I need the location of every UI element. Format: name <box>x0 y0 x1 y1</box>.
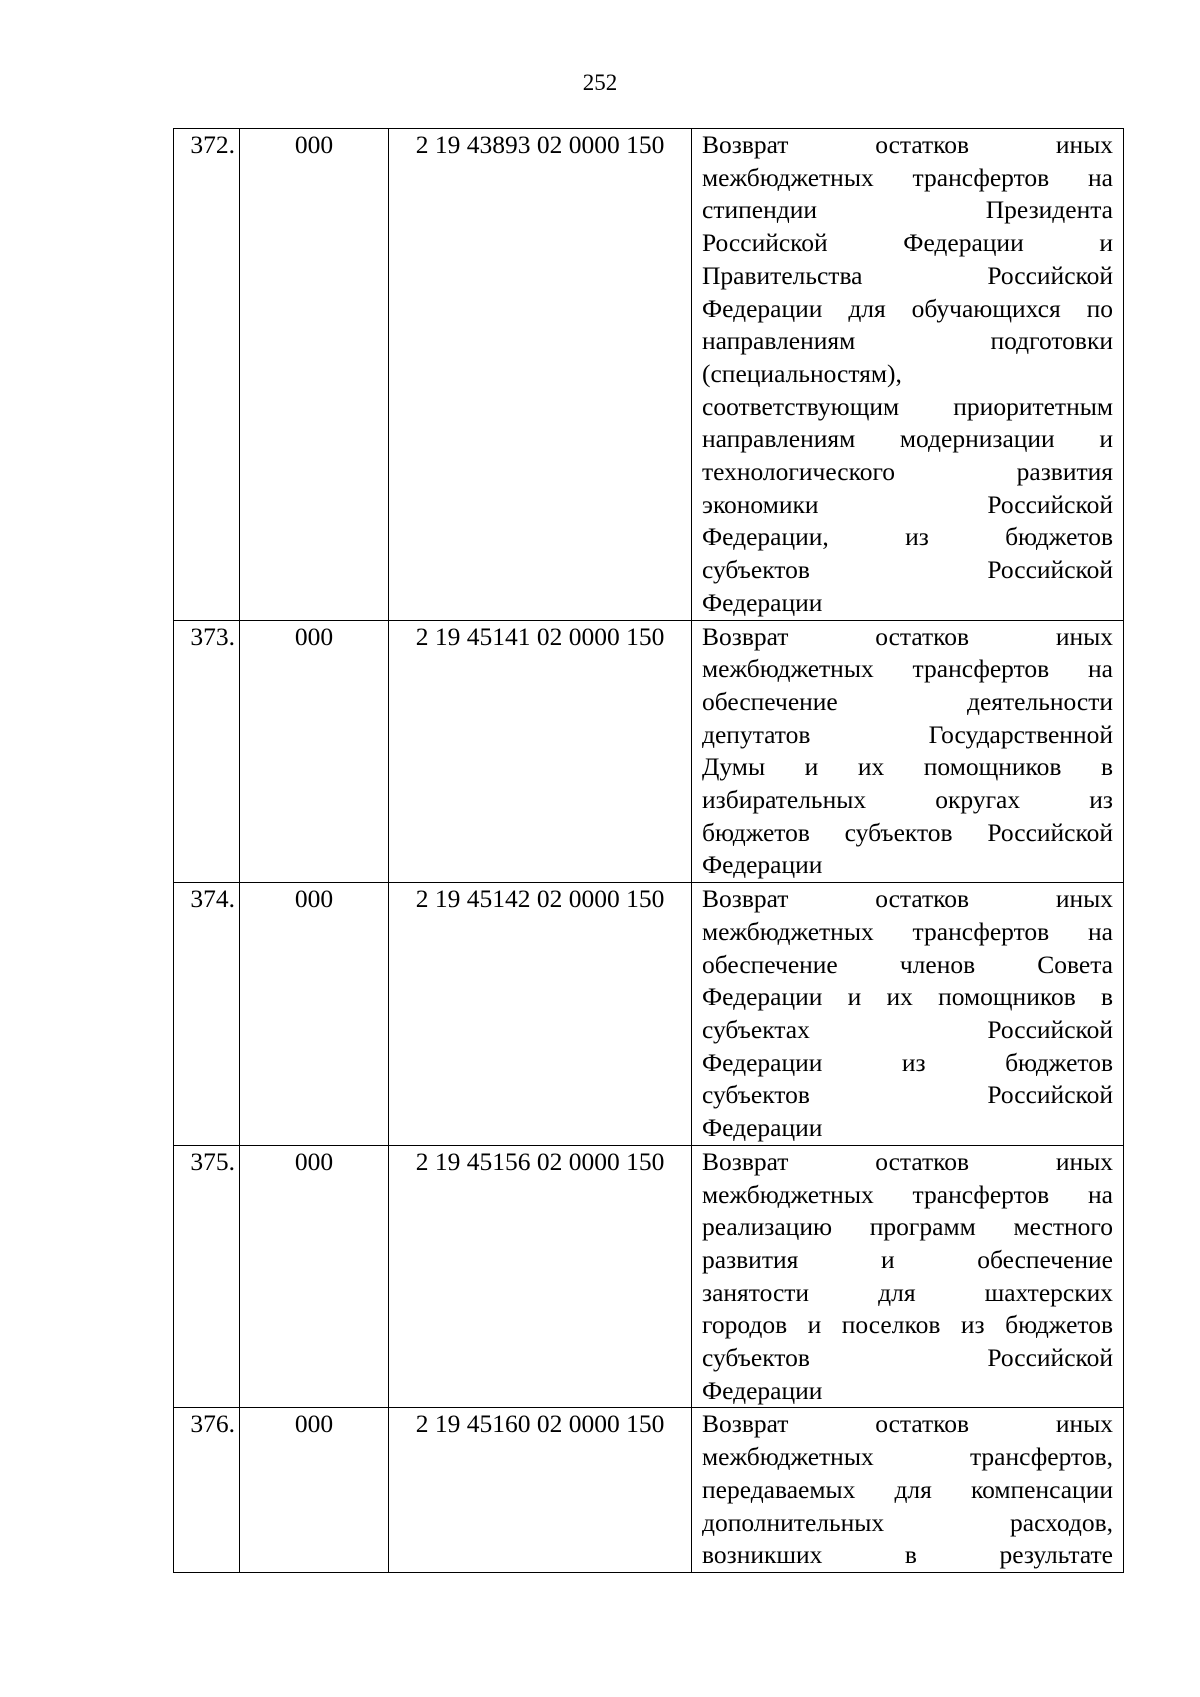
description-line: экономики Российской <box>702 489 1113 519</box>
description-line: (специальностям), <box>702 358 902 388</box>
table-row <box>174 129 1124 621</box>
administrator-code: 000 <box>240 129 389 621</box>
description-line: обеспечение деятельности <box>702 686 1113 716</box>
administrator-code: 000 <box>240 1408 389 1573</box>
description-line: Федерации <box>702 1375 823 1405</box>
description-line: межбюджетных трансфертов на <box>702 1179 1113 1209</box>
budget-code: 2 19 45156 02 0000 150 <box>389 1145 692 1408</box>
description-line: обеспечение членов Совета <box>702 949 1113 979</box>
income-description <box>692 620 1124 883</box>
description-line: Федерации для обучающихся по <box>702 293 1113 323</box>
administrator-code: 000 <box>240 620 389 883</box>
description-line: реализацию программ местного <box>702 1212 1113 1242</box>
table-row <box>174 883 1124 1146</box>
description-line: межбюджетных трансфертов на <box>702 162 1113 192</box>
description-line: Возврат остатков иных <box>702 1146 1113 1176</box>
row-number: 376. <box>174 1408 240 1573</box>
description-line: Федерации <box>702 1113 823 1143</box>
description-line: передаваемых для компенсации <box>702 1474 1113 1504</box>
description-line: Федерации <box>702 850 823 880</box>
description-line: развития и обеспечение <box>702 1244 1113 1274</box>
description-line: Правительства Российской <box>702 260 1113 290</box>
income-description <box>692 129 1124 621</box>
description-line: Федерации, из бюджетов <box>702 522 1113 552</box>
description-line: субъектов Российской <box>702 555 1113 585</box>
description-line: возникших в результате <box>702 1540 1113 1570</box>
description-line: направлениям подготовки <box>702 326 1113 356</box>
description-line: субъектов Российской <box>702 1080 1113 1110</box>
description-line: стипендии Президента <box>702 195 1113 225</box>
budget-code: 2 19 45160 02 0000 150 <box>389 1408 692 1573</box>
income-description <box>692 1408 1124 1573</box>
row-number: 374. <box>174 883 240 1146</box>
description-line: Возврат остатков иных <box>702 884 1113 914</box>
description-line: субъектов Российской <box>702 1343 1113 1373</box>
description-line: Федерации <box>702 587 823 617</box>
table-row <box>174 1145 1124 1408</box>
page-number: 252 <box>582 70 618 95</box>
row-number: 372. <box>174 129 240 621</box>
budget-classification-table <box>173 128 1124 1573</box>
description-line: межбюджетных трансфертов, <box>702 1442 1113 1472</box>
description-line: соответствующим приоритетным <box>702 391 1113 421</box>
description-line: Возврат остатков иных <box>702 130 1113 159</box>
description-line: городов и поселков из бюджетов <box>702 1310 1113 1340</box>
description-line: субъектах Российской <box>702 1014 1113 1044</box>
description-line: избирательных округах из <box>702 785 1113 815</box>
table-body <box>174 129 1124 1573</box>
income-description <box>692 883 1124 1146</box>
description-line: межбюджетных трансфертов на <box>702 654 1113 684</box>
income-description <box>692 1145 1124 1408</box>
description-line: Возврат остатков иных <box>702 1409 1113 1439</box>
table-row <box>174 1408 1124 1573</box>
description-line: Российской Федерации и <box>702 228 1113 258</box>
budget-code: 2 19 43893 02 0000 150 <box>389 129 692 621</box>
administrator-code: 000 <box>240 1145 389 1408</box>
description-line: направлениям модернизации и <box>702 424 1113 454</box>
description-line: Возврат остатков иных <box>702 621 1113 651</box>
description-line: депутатов Государственной <box>702 719 1113 749</box>
budget-code: 2 19 45141 02 0000 150 <box>389 620 692 883</box>
administrator-code: 000 <box>240 883 389 1146</box>
description-line: дополнительных расходов, <box>702 1507 1113 1537</box>
description-line: межбюджетных трансфертов на <box>702 916 1113 946</box>
description-line: Федерации из бюджетов <box>702 1047 1113 1077</box>
row-number: 373. <box>174 620 240 883</box>
description-line: Думы и их помощников в <box>702 752 1113 782</box>
description-line: занятости для шахтерских <box>702 1277 1113 1307</box>
table-row <box>174 620 1124 883</box>
budget-code: 2 19 45142 02 0000 150 <box>389 883 692 1146</box>
description-line: Федерации и их помощников в <box>702 982 1113 1012</box>
description-line: технологического развития <box>702 457 1113 487</box>
row-number: 375. <box>174 1145 240 1408</box>
description-line: бюджетов субъектов Российской <box>702 817 1113 847</box>
